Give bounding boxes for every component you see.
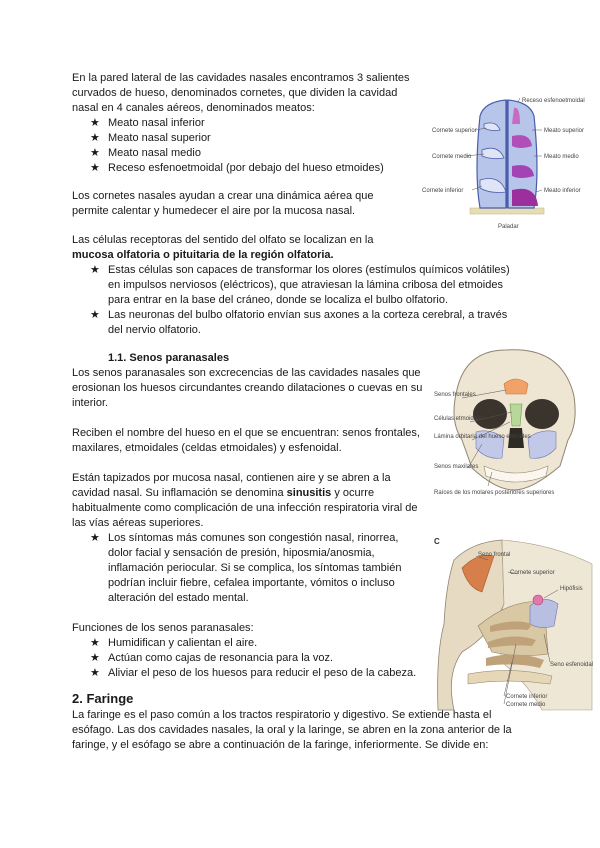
list-item: ★ Estas células son capaces de transformar los olores (estímulos químicos volátiles) en impulsos nerviosos (eléctricos), que atraviesan la lámina cribosa del etmoides para entrar en la base del cráneo, donde se localiza el bulbo olfatorio. xyxy=(90,264,510,306)
list-item: ★ Actúan como cajas de resonancia para la voz. xyxy=(90,652,334,664)
cornetes-paragraph: Los cornetes nasales ayudan a crear una dinámica aérea que permite calentar y humedecer el aire por la mucosa nasal. xyxy=(72,190,374,217)
section-heading: 2. Faringe xyxy=(72,691,134,706)
star-bullet-icon: ★ xyxy=(90,652,100,664)
funciones-list xyxy=(72,636,452,681)
funciones-intro: Funciones de los senos paranasales: xyxy=(72,622,254,634)
list-item: ★ Meato nasal superior xyxy=(90,132,211,144)
figure-label: Hipófisis xyxy=(560,586,583,592)
figure-label: Lámina orbitaria del hueso etmoides xyxy=(434,434,531,440)
star-bullet-icon: ★ xyxy=(90,309,100,321)
sinusitis-term: sinusitis xyxy=(286,487,332,499)
list-item: ★ Aliviar el peso de los huesos para reducir el peso de la cabeza. xyxy=(90,667,417,679)
list-item: ★ Las neuronas del bulbo olfatorio envían sus axones a la corteza cerebral, a través del nervio olfatorio. xyxy=(90,309,508,336)
senos-paragraph-1: Los senos paranasales son excrecencias de las cavidades nasales que erosionan los huesos circundantes creando dilataciones o cuevas en su interior. xyxy=(72,367,423,409)
figure-label: Receso esfenoetmoidal xyxy=(522,98,585,104)
figure-label: Células etmoidales xyxy=(434,416,485,422)
list-item: ★ Los síntomas más comunes son congestión nasal, rinorrea, dolor facial y sensación de presión, hiposmia/anosmia, inflamación periocular. Si se complica, los síntomas también podrían incluir fiebre, cefalea importante, vómitos o incluso alteración del estado mental. xyxy=(90,532,402,604)
intro-section xyxy=(72,71,417,176)
section-heading: 1.1. Senos paranasales xyxy=(108,352,230,364)
list-item: ★ Meato nasal medio xyxy=(90,147,201,159)
intro-paragraph: En la pared lateral de las cavidades nasales encontramos 3 salientes curvados de hueso, denominados cornetes, que dividen la cavidad nasal en 4 canales aéreos, denominados meatos: xyxy=(72,72,410,114)
star-bullet-icon: ★ xyxy=(90,117,100,129)
figure-label: Meato medio xyxy=(544,154,579,160)
senos-paragraph-2: Reciben el nombre del hueso en el que se encuentran: senos frontales, maxilares, etmoidales (celdas etmoidales) y esfenoidal. xyxy=(72,427,420,454)
figure-label: Cornete inferior xyxy=(506,694,548,700)
star-bullet-icon: ★ xyxy=(90,637,100,649)
sintomas-list xyxy=(72,531,408,606)
figure-label: Meato inferior xyxy=(544,188,581,194)
figure-letter: C xyxy=(434,537,440,546)
figure-label: Cornete superior xyxy=(432,128,477,134)
star-bullet-icon: ★ xyxy=(90,162,100,174)
nasal-cavity-figure xyxy=(420,94,598,238)
figure-label: Paladar xyxy=(498,224,519,230)
figure-label: Cornete superior xyxy=(510,570,555,576)
cornetes-section xyxy=(72,189,392,219)
star-bullet-icon: ★ xyxy=(90,132,100,144)
olfato-paragraph: Las células receptoras del sentido del olfato se localizan en la mucosa olfatoria o pituitaria de la región olfatoria. xyxy=(72,234,374,261)
list-item: ★ Humidifican y calientan el aire. xyxy=(90,637,258,649)
list-item: ★ Receso esfenoetmoidal (por debajo del hueso etmoides) xyxy=(90,162,384,174)
olfato-list xyxy=(72,263,520,338)
star-bullet-icon: ★ xyxy=(90,667,100,679)
star-bullet-icon: ★ xyxy=(90,147,100,159)
figure-label: Senos frontales xyxy=(434,392,476,398)
star-bullet-icon: ★ xyxy=(90,532,100,544)
figure-label: Meato superior xyxy=(544,128,585,134)
senos-section xyxy=(72,351,428,681)
skull-sinuses-figure xyxy=(432,344,598,508)
olfato-section xyxy=(72,233,520,338)
list-item: ★ Meato nasal inferior xyxy=(90,117,205,129)
figure-label: Cornete medio xyxy=(432,154,472,160)
sagittal-section-figure xyxy=(432,534,598,712)
figure-label: Cornete inferior xyxy=(422,188,464,194)
senos-paragraph-3: Están tapizados por mucosa nasal, contienen aire y se abren a la cavidad nasal. Su inflamación se denomina sinusitis y ocurre habitualmente como complicación de una infección respiratoria viral de las vías aéreas superiores. xyxy=(72,472,418,529)
faringe-paragraph: La faringe es el paso común a los tractos respiratorio y digestivo. Se extiende hasta el esófago. Las dos cavidades nasales, la oral y la laringe, se abren en la zona anterior de la faringe, y el esófago se abre a continuación de la faringe, inferiormente. Se divide en: xyxy=(72,709,512,751)
star-bullet-icon: ★ xyxy=(90,264,100,276)
figure-label: Senos maxilares xyxy=(434,464,479,470)
meatos-list xyxy=(72,116,417,176)
figure-label: Raíces de los molares posteriores superiores xyxy=(434,490,555,496)
figure-label: Seno frontal xyxy=(478,552,511,558)
figure-label: Seno esfenoidal xyxy=(550,662,594,668)
figure-label: Cornete medio xyxy=(506,702,546,708)
olfato-bold-term: mucosa olfatoria o pituitaria de la región olfatoria. xyxy=(72,249,334,261)
